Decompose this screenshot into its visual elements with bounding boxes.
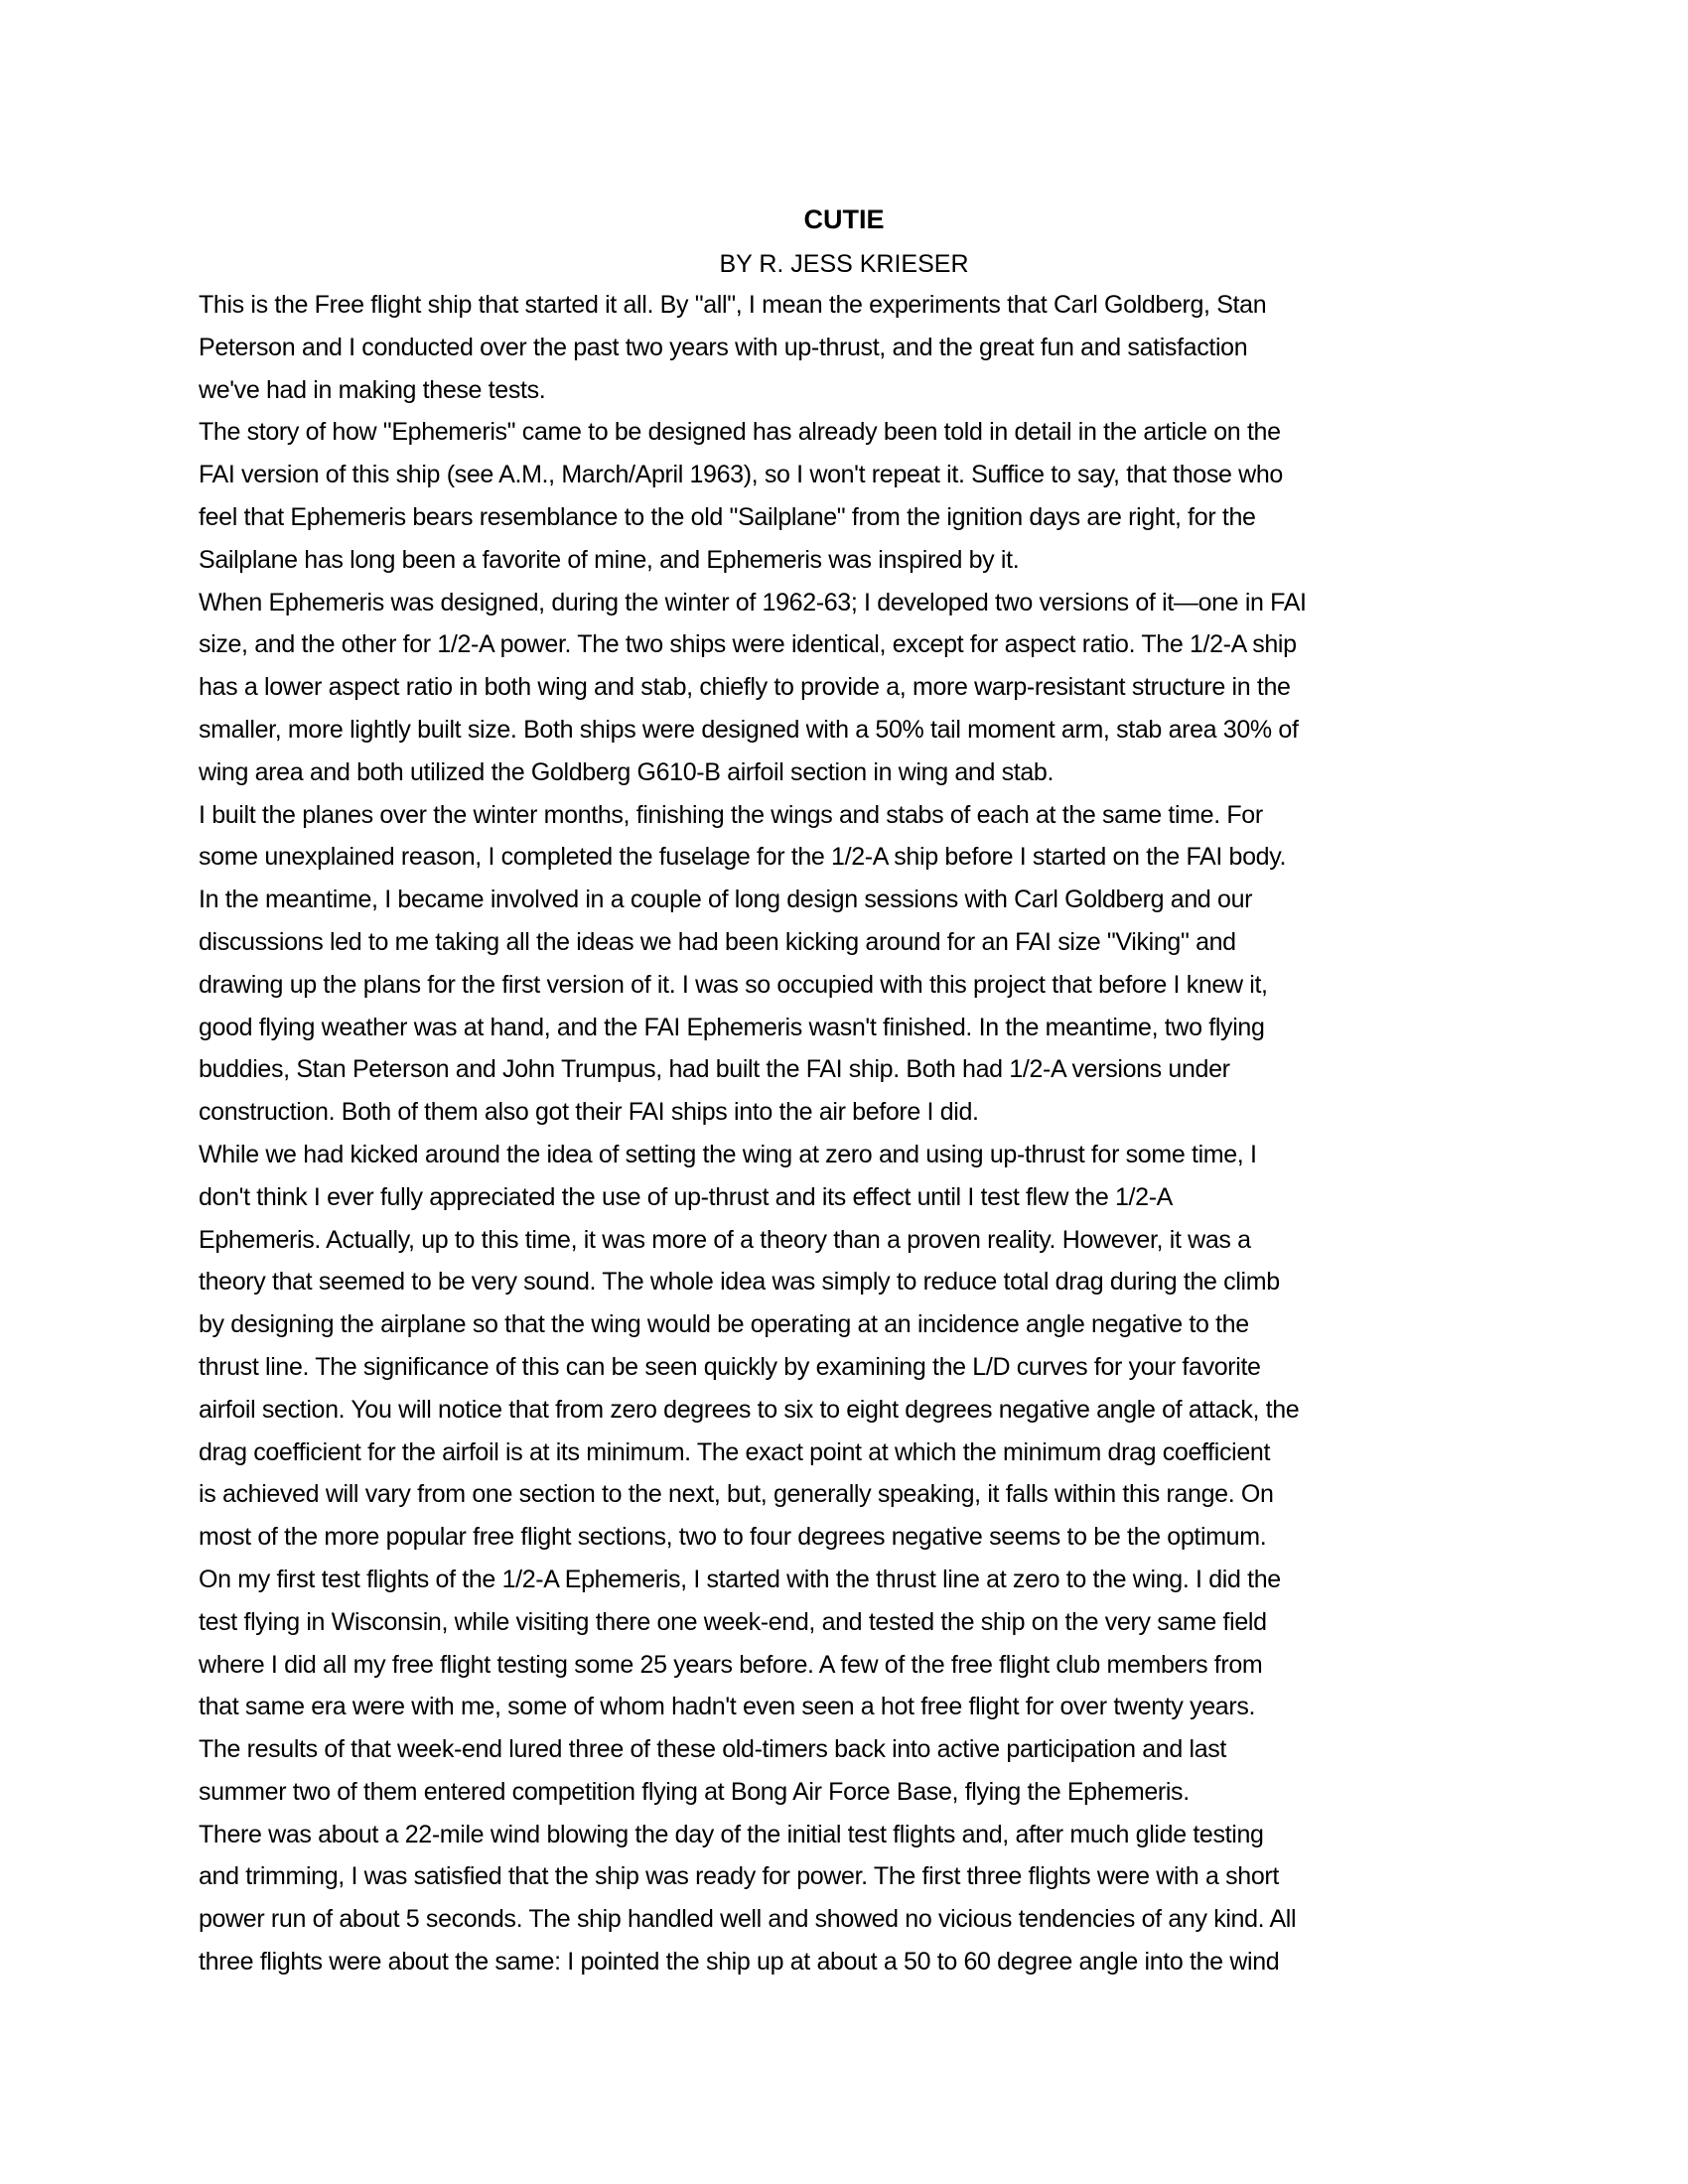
body-line: that same era were with me, some of whom hadn't even seen a hot free flight for over twenty years. [199, 1693, 1256, 1721]
body-line: test flying in Wisconsin, while visiting there one week-end, and tested the ship on the very same field [199, 1607, 1267, 1636]
body-line: some unexplained reason, I completed the fuselage for the 1/2-A ship before I started on the FAI body. [199, 843, 1287, 872]
body-line: construction. Both of them also got their FAI ships into the air before I did. [199, 1098, 979, 1127]
article-body [199, 284, 1609, 1983]
body-line: is achieved will vary from one section to the next, but, generally speaking, it falls within this range. On [199, 1480, 1274, 1509]
body-line: thrust line. The significance of this can be seen quickly by examining the L/D curves for your favorite [199, 1352, 1261, 1381]
body-line: Sailplane has long been a favorite of mine, and Ephemeris was inspired by it. [199, 545, 1020, 574]
body-line: drag coefficient for the airfoil is at its minimum. The exact point at which the minimum drag coefficient [199, 1437, 1271, 1466]
body-line: size, and the other for 1/2-A power. The two ships were identical, except for aspect ratio. The 1/2-A ship [199, 630, 1297, 659]
body-line: While we had kicked around the idea of setting the wing at zero and using up-thrust for some time, I [199, 1140, 1257, 1168]
body-line: When Ephemeris was designed, during the winter of 1962-63; I developed two versions of it—one in FAI [199, 588, 1307, 616]
body-line: This is the Free flight ship that started it all. By "all", I mean the experiments that Carl Goldberg, Stan [199, 291, 1267, 319]
body-line: FAI version of this ship (see A.M., March/April 1963), so I won't repeat it. Suffice to say, that those who [199, 461, 1283, 489]
body-line: buddies, Stan Peterson and John Trumpus, had built the FAI ship. Both had 1/2-A versions under [199, 1055, 1230, 1084]
body-line: by designing the airplane so that the wing would be operating at an incidence angle negative to the [199, 1310, 1249, 1339]
body-line: wing area and both utilized the Goldberg G610-B airfoil section in wing and stab. [199, 757, 1055, 786]
body-line: There was about a 22-mile wind blowing the day of the initial test flights and, after much glide testing [199, 1820, 1264, 1848]
body-line: don't think I ever fully appreciated the use of up-thrust and its effect until I test flew the 1/2-A [199, 1182, 1173, 1211]
body-line: On my first test flights of the 1/2-A Ephemeris, I started with the thrust line at zero to the wing. I did the [199, 1565, 1281, 1593]
body-line: smaller, more lightly built size. Both ships were designed with a 50% tail moment arm, stab area 30% of [199, 715, 1299, 744]
body-line: The story of how "Ephemeris" came to be designed has already been told in detail in the article on the [199, 418, 1281, 447]
body-line: where I did all my free flight testing some 25 years before. A few of the free flight club members from [199, 1650, 1263, 1679]
body-line: airfoil section. You will notice that from zero degrees to six to eight degrees negative angle of attack, the [199, 1395, 1300, 1424]
body-line: has a lower aspect ratio in both wing and stab, chiefly to provide a, more warp-resistant structure in the [199, 673, 1291, 702]
body-line: theory that seemed to be very sound. The whole idea was simply to reduce total drag during the climb [199, 1268, 1280, 1297]
article-byline: BY R. JESS KRIESER [719, 250, 969, 278]
body-line: I built the planes over the winter months, finishing the wings and stabs of each at the same time. For [199, 800, 1263, 829]
body-line: good flying weather was at hand, and the FAI Ephemeris wasn't finished. In the meantime, two flying [199, 1013, 1265, 1041]
body-line: feel that Ephemeris bears resemblance to the old "Sailplane" from the ignition days are right, for the [199, 502, 1256, 531]
body-line: summer two of them entered competition flying at Bong Air Force Base, flying the Ephemeris. [199, 1777, 1190, 1806]
article-title: CUTIE [803, 205, 885, 234]
body-line: most of the more popular free flight sections, two to four degrees negative seems to be the optimum. [199, 1523, 1267, 1552]
body-line: Ephemeris. Actually, up to this time, it was more of a theory than a proven reality. However, it was a [199, 1225, 1251, 1254]
body-line: three flights were about the same: I pointed the ship up at about a 50 to 60 degree angle into the wind [199, 1948, 1280, 1977]
body-line: and trimming, I was satisfied that the ship was ready for power. The first three flights were with a short [199, 1862, 1279, 1891]
body-line: In the meantime, I became involved in a couple of long design sessions with Carl Goldberg and our [199, 886, 1253, 914]
body-line: Peterson and I conducted over the past two years with up-thrust, and the great fun and satisfaction [199, 333, 1248, 361]
body-line: power run of about 5 seconds. The ship handled well and showed no vicious tendencies of any kind. All [199, 1905, 1297, 1934]
body-line: discussions led to me taking all the ideas we had been kicking around for an FAI size "Viking" and [199, 927, 1236, 956]
body-line: drawing up the plans for the first version of it. I was so occupied with this project that before I knew it, [199, 970, 1268, 999]
body-line: The results of that week-end lured three of these old-timers back into active participation and last [199, 1735, 1227, 1764]
body-line: we've had in making these tests. [199, 375, 546, 404]
